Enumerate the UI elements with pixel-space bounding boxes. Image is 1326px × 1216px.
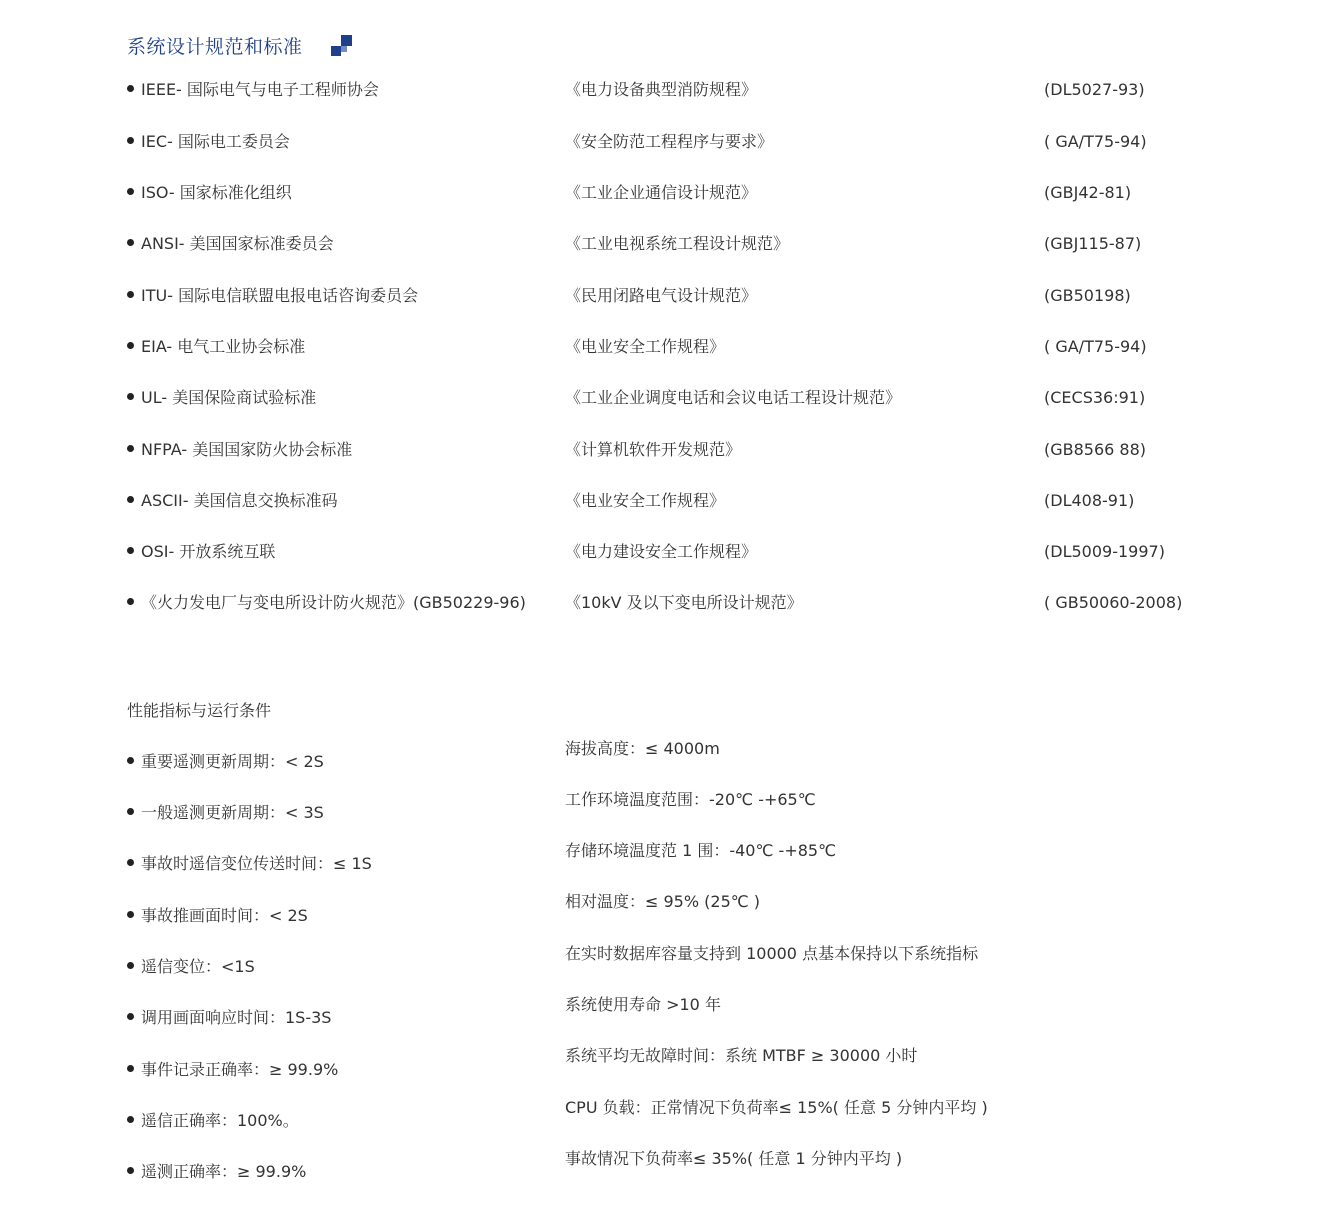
standard-code: ( GB50060-2008) [1044, 593, 1183, 612]
standard-org: OSI- 开放系统互联 [127, 540, 275, 564]
standard-doc: 《电业安全工作规程》 [565, 337, 726, 356]
standard-org: ASCII- 美国信息交换标准码 [127, 489, 338, 513]
list-item: 事故时遥信变位传送时间：≤ 1S [127, 852, 372, 876]
performance-section-title: 性能指标与运行条件 [127, 701, 272, 720]
list-item: 调用画面响应时间：1S-3S [127, 1006, 331, 1030]
list-item: 事故推画面时间：< 2S [127, 904, 308, 928]
list-item: 遥信正确率：100%。 [127, 1109, 299, 1133]
standard-code: ( GA/T75-94) [1044, 337, 1147, 356]
list-item: 工作环境温度范围：-20℃ -+65℃ [565, 790, 816, 809]
list-item: 一般遥测更新周期：< 3S [127, 801, 324, 825]
bullet-dot-icon [127, 445, 134, 452]
bullet-dot-icon [127, 808, 134, 815]
standard-org: EIA- 电气工业协会标准 [127, 335, 305, 359]
standard-org: IEEE- 国际电气与电子工程师协会 [127, 78, 379, 102]
bullet-dot-icon [127, 291, 134, 298]
list-item: 重要遥测更新周期：< 2S [127, 750, 324, 774]
bullet-dot-icon [127, 1013, 134, 1020]
standard-code: ( GA/T75-94) [1044, 132, 1147, 151]
bullet-dot-icon [127, 188, 134, 195]
bullet-dot-icon [127, 1167, 134, 1174]
standard-org: ITU- 国际电信联盟电报电话咨询委员会 [127, 284, 418, 308]
bullet-dot-icon [127, 598, 134, 605]
standards-section-title: 系统设计规范和标准 [127, 36, 303, 58]
standard-code: (GB50198) [1044, 286, 1131, 305]
standard-doc: 《电业安全工作规程》 [565, 491, 726, 510]
list-item: 事故情况下负荷率≤ 35%( 任意 1 分钟内平均 ) [565, 1149, 903, 1168]
standard-doc: 《工业企业调度电话和会议电话工程设计规范》 [565, 388, 902, 407]
standard-org: 《火力发电厂与变电所设计防火规范》(GB50229-96) [127, 591, 526, 615]
standard-code: (DL408-91) [1044, 491, 1135, 510]
standard-code: (GB8566 88) [1044, 440, 1147, 459]
standard-doc: 《民用闭路电气设计规范》 [565, 286, 758, 305]
standard-org: ISO- 国家标准化组织 [127, 181, 292, 205]
standard-org: IEC- 国际电工委员会 [127, 130, 290, 154]
standard-doc: 《工业企业通信设计规范》 [565, 183, 758, 202]
standard-doc: 《计算机软件开发规范》 [565, 440, 742, 459]
bullet-dot-icon [127, 757, 134, 764]
blue-squares-icon [331, 35, 352, 56]
list-item: 海拔高度：≤ 4000m [565, 739, 720, 758]
standard-code: (GBJ42-81) [1044, 183, 1132, 202]
bullet-dot-icon [127, 547, 134, 554]
standard-doc: 《电力设备典型消防规程》 [565, 80, 758, 99]
bullet-dot-icon [127, 911, 134, 918]
list-item: 系统平均无故障时间：系统 MTBF ≥ 30000 小时 [565, 1046, 918, 1065]
standard-doc: 《电力建设安全工作规程》 [565, 542, 758, 561]
bullet-dot-icon [127, 342, 134, 349]
standard-doc: 《10kV 及以下变电所设计规范》 [565, 593, 803, 612]
bullet-dot-icon [127, 496, 134, 503]
list-item: 遥测正确率：≥ 99.9% [127, 1160, 306, 1184]
list-item: 存储环境温度范 1 围：-40℃ -+85℃ [565, 841, 837, 860]
list-item: 事件记录正确率：≥ 99.9% [127, 1058, 338, 1082]
list-item: 相对温度：≤ 95% (25℃ ) [565, 892, 761, 911]
standard-code: (CECS36:91) [1044, 388, 1146, 407]
bullet-dot-icon [127, 393, 134, 400]
bullet-dot-icon [127, 85, 134, 92]
standard-org: NFPA- 美国国家防火协会标准 [127, 438, 352, 462]
bullet-dot-icon [127, 962, 134, 969]
standard-code: (GBJ115-87) [1044, 234, 1142, 253]
bullet-dot-icon [127, 239, 134, 246]
bullet-dot-icon [127, 137, 134, 144]
standard-org: UL- 美国保险商试验标准 [127, 386, 316, 410]
bullet-dot-icon [127, 859, 134, 866]
bullet-dot-icon [127, 1116, 134, 1123]
list-item: 在实时数据库容量支持到 10000 点基本保持以下系统指标 [565, 944, 979, 963]
bullet-dot-icon [127, 1065, 134, 1072]
list-item: CPU 负载：正常情况下负荷率≤ 15%( 任意 5 分钟内平均 ) [565, 1098, 988, 1117]
list-item: 系统使用寿命 >10 年 [565, 995, 721, 1014]
list-item: 遥信变位：<1S [127, 955, 255, 979]
standard-code: (DL5009-1997) [1044, 542, 1165, 561]
standard-doc: 《安全防范工程程序与要求》 [565, 132, 774, 151]
standard-org: ANSI- 美国国家标准委员会 [127, 232, 334, 256]
standard-doc: 《工业电视系统工程设计规范》 [565, 234, 790, 253]
standard-code: (DL5027-93) [1044, 80, 1145, 99]
